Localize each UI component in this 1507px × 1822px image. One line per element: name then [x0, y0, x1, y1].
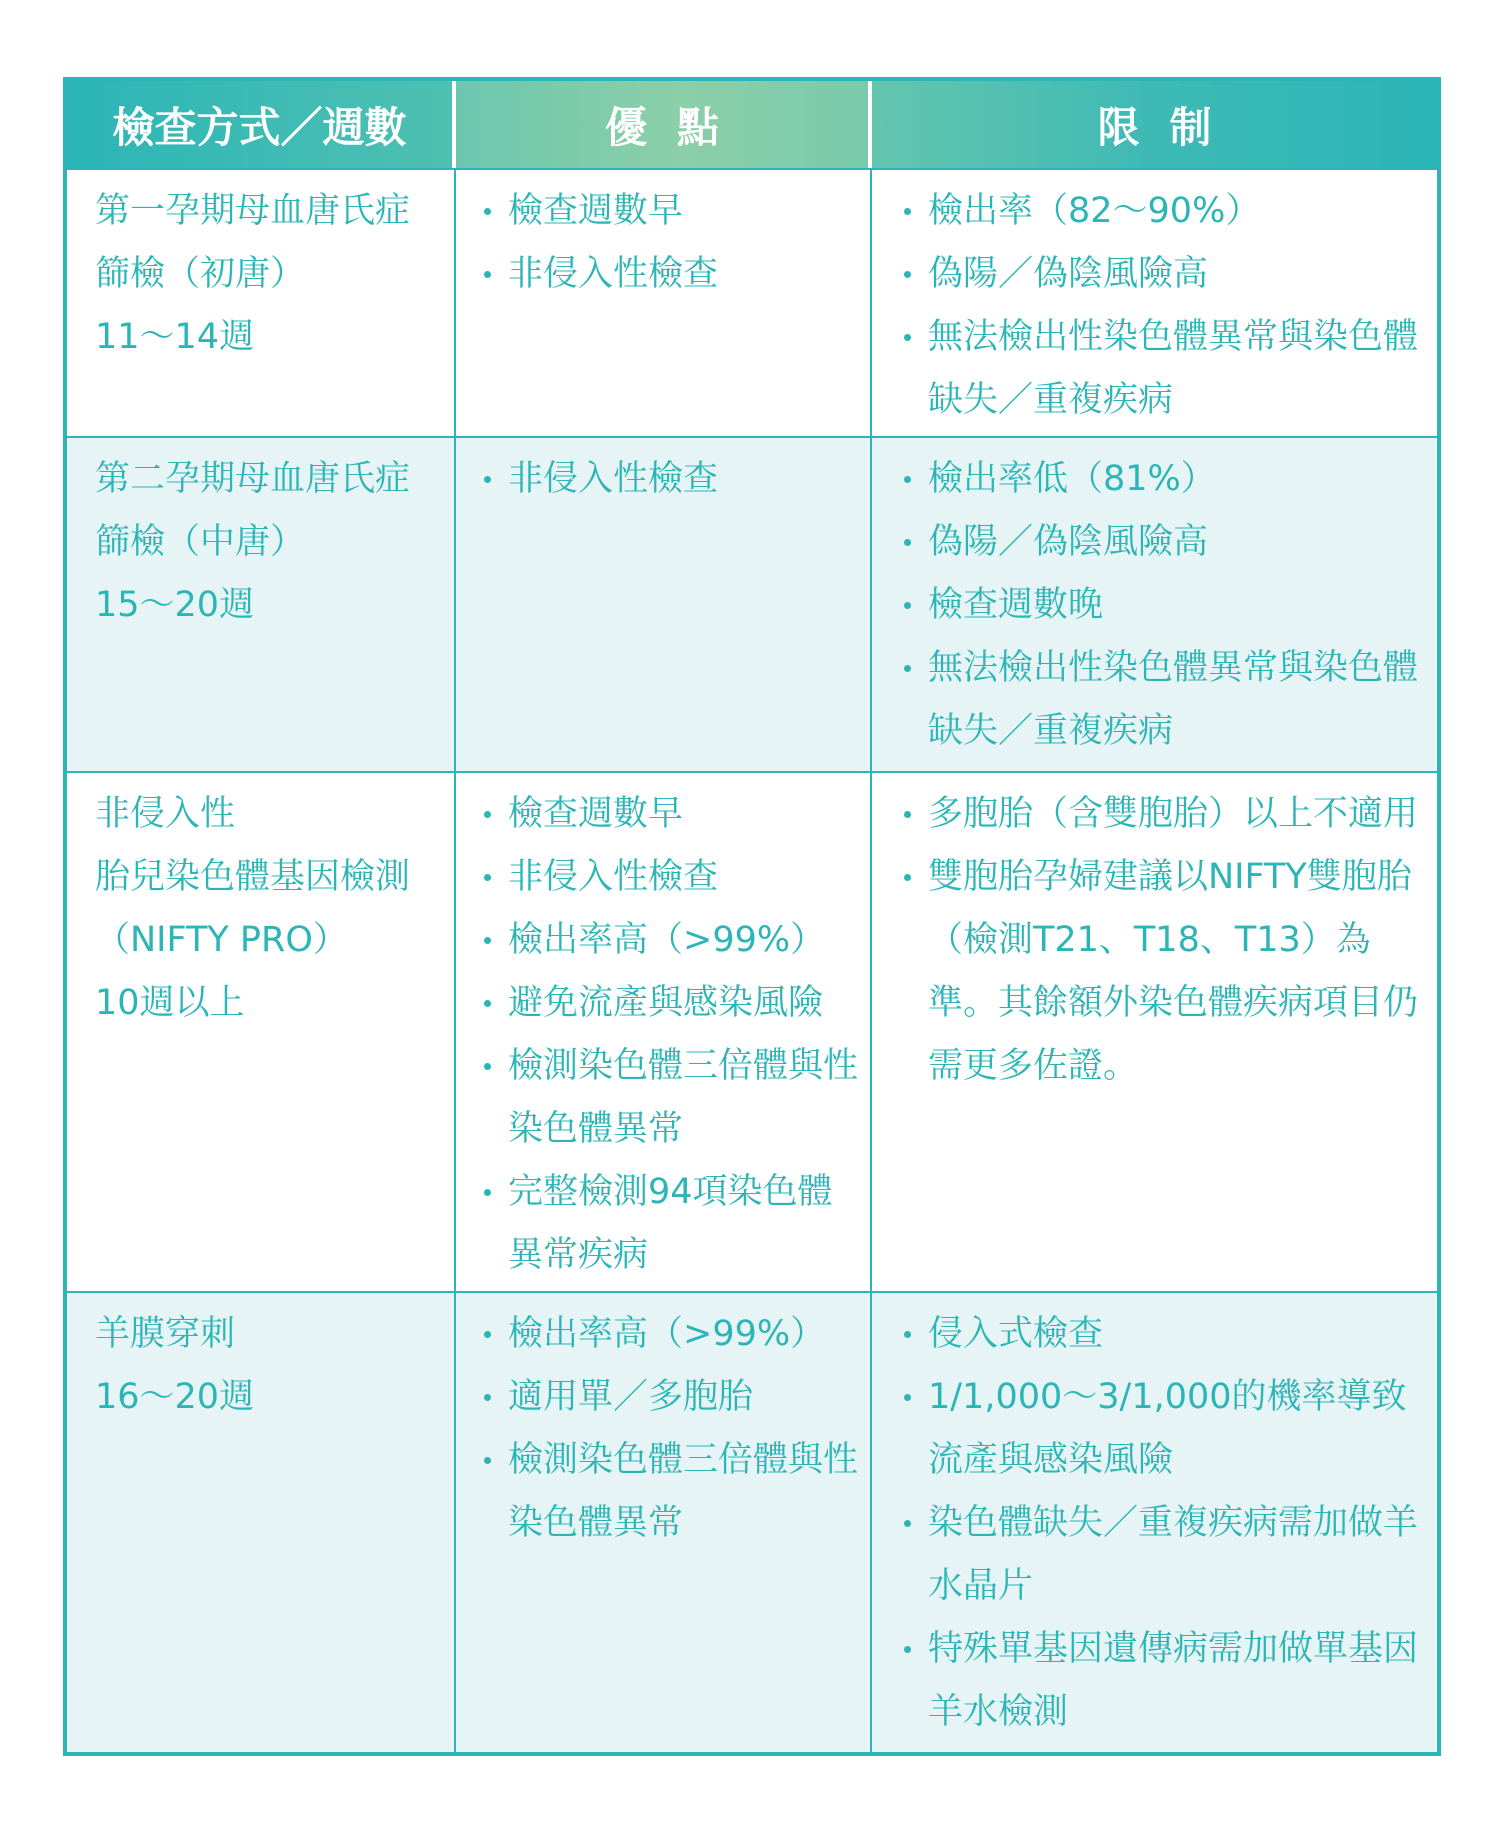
row-1-pros — [456, 168, 872, 436]
pros-item: 檢出率高（>99%） — [480, 909, 862, 972]
cons-item: 多胞胎（含雙胞胎）以上不適用 — [900, 783, 1431, 846]
row-3-pros — [456, 771, 872, 1291]
method-line: 第一孕期母血唐氏症 — [95, 191, 411, 231]
cons-item: 1/1,000～3/1,000的機率導致流產與感染風險 — [900, 1366, 1431, 1492]
cons-item: 偽陽／偽陰風險高 — [900, 243, 1431, 306]
pros-item: 避免流產與感染風險 — [480, 972, 862, 1035]
pros-item: 完整檢測94項染色體異常疾病 — [480, 1161, 862, 1287]
cons-item: 雙胞胎孕婦建議以NIFTY雙胞胎（檢測T21、T18、T13）為準。其餘額外染色體疾病項目仍需更多佐證。 — [900, 846, 1431, 1098]
method-line: 胎兒染色體基因檢測 — [95, 857, 411, 897]
header-method: 檢查方式／週數 — [67, 81, 456, 168]
screening-comparison-table — [63, 77, 1441, 1756]
row-2-pros — [456, 436, 872, 771]
pros-item: 非侵入性檢查 — [480, 243, 862, 306]
row-3-cons — [872, 771, 1437, 1291]
row-3-method — [67, 771, 456, 1291]
cons-item: 特殊單基因遺傳病需加做單基因羊水檢測 — [900, 1618, 1431, 1744]
pros-item: 檢出率高（>99%） — [480, 1303, 862, 1366]
method-weeks: 10週以上 — [95, 983, 245, 1023]
method-weeks: 15～20週 — [95, 585, 255, 625]
row-4-pros — [456, 1291, 872, 1752]
row-1-cons — [872, 168, 1437, 436]
pros-item: 非侵入性檢查 — [480, 846, 862, 909]
row-2-cons — [872, 436, 1437, 771]
header-cons: 限制 — [872, 81, 1437, 168]
method-line: （NIFTY PRO） — [95, 920, 348, 960]
cons-item: 無法檢出性染色體異常與染色體缺失／重複疾病 — [900, 637, 1431, 763]
cons-item: 染色體缺失／重複疾病需加做羊水晶片 — [900, 1492, 1431, 1618]
cons-item: 無法檢出性染色體異常與染色體缺失／重複疾病 — [900, 306, 1431, 432]
pros-item: 檢測染色體三倍體與性染色體異常 — [480, 1429, 862, 1555]
cons-item: 偽陽／偽陰風險高 — [900, 511, 1431, 574]
cons-item: 檢出率低（81%） — [900, 448, 1431, 511]
row-4-method — [67, 1291, 456, 1752]
method-line: 非侵入性 — [95, 794, 236, 834]
header-pros: 優點 — [456, 81, 872, 168]
pros-item: 適用單／多胞胎 — [480, 1366, 862, 1429]
method-weeks: 16～20週 — [95, 1377, 255, 1417]
row-1-method — [67, 168, 456, 436]
cons-item: 檢查週數晚 — [900, 574, 1431, 637]
pros-item: 檢測染色體三倍體與性染色體異常 — [480, 1035, 862, 1161]
method-weeks: 11～14週 — [95, 317, 255, 357]
method-line: 羊膜穿刺 — [95, 1314, 236, 1354]
row-4-cons — [872, 1291, 1437, 1752]
row-2-method — [67, 436, 456, 771]
cons-item: 侵入式檢查 — [900, 1303, 1431, 1366]
cons-item: 檢出率（82～90%） — [900, 180, 1431, 243]
method-line: 篩檢（中唐） — [95, 522, 306, 562]
pros-item: 檢查週數早 — [480, 783, 862, 846]
method-line: 篩檢（初唐） — [95, 254, 306, 294]
pros-item: 檢查週數早 — [480, 180, 862, 243]
method-line: 第二孕期母血唐氏症 — [95, 459, 411, 499]
pros-item: 非侵入性檢查 — [480, 448, 862, 511]
